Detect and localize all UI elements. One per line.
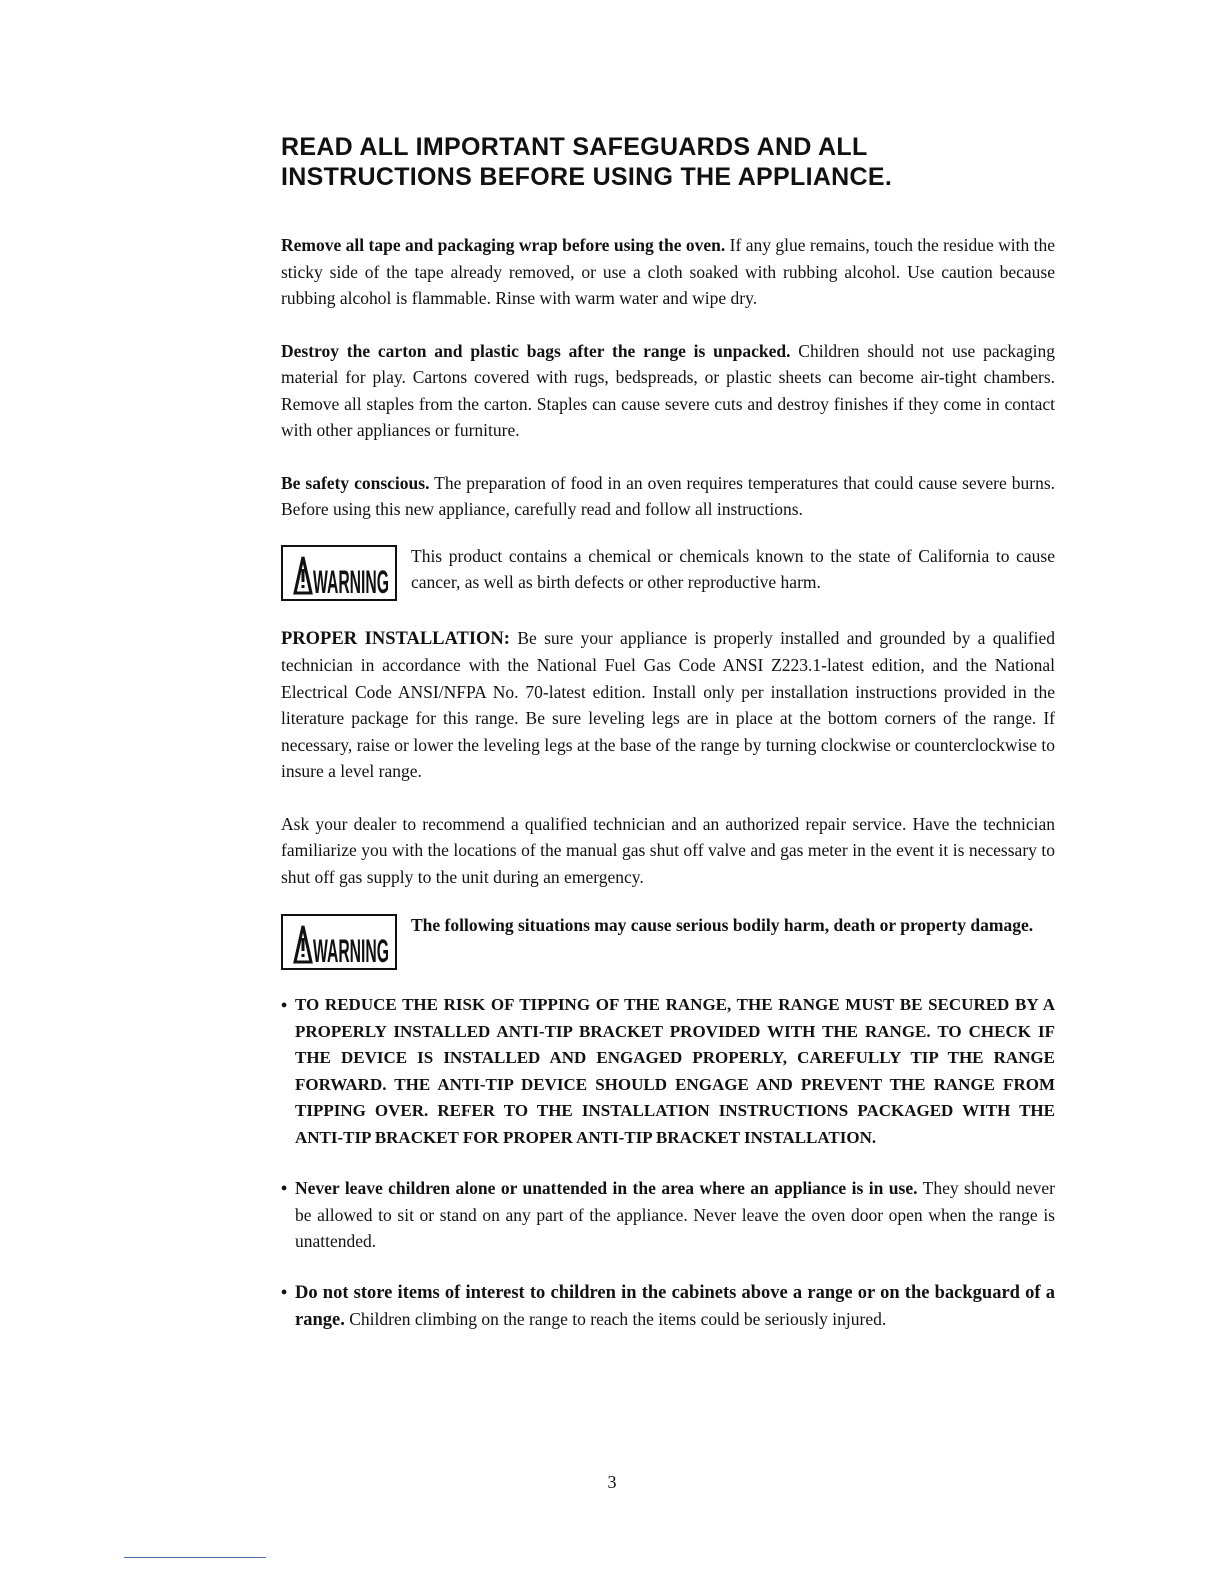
bullet-mark: • <box>281 995 288 1015</box>
warning-label-box-2 <box>281 914 397 970</box>
warning-label-text: WARNING <box>313 933 389 969</box>
bullet-mark: • <box>281 1178 288 1198</box>
situations-warning <box>281 912 1055 970</box>
heading-line-1: READ ALL IMPORTANT SAFEGUARDS AND ALL <box>281 133 868 161</box>
carton-body: Children should not use packaging material for play. Cartons covered with rugs, bedspreads, or plastic sheets can become air-tight chambers. Remove all staples from the carton. Staples can cause severe cuts and destroy finishes if they come in contact with other appliances or furniture. <box>281 340 1055 440</box>
installation-lead: PROPER INSTALLATION: <box>281 628 510 649</box>
chemical-warning-text: This product contains a chemical or chemicals known to the state of California to cause cancer, as well as birth defects or other reproductive harm. <box>411 545 1055 592</box>
situations-warning-text: The following situations may cause serious bodily harm, death or property damage. <box>411 915 1034 935</box>
warning-label-text: WARNING <box>313 563 389 600</box>
cabinets-bullet <box>281 1279 1055 1334</box>
carton-paragraph <box>281 338 1055 444</box>
cabinets-bullet-text <box>295 1279 1055 1334</box>
tape-paragraph <box>281 232 1055 312</box>
warning-label-box <box>281 545 397 601</box>
bullet-mark: • <box>281 1281 288 1302</box>
heading-line-2: INSTRUCTIONS BEFORE USING THE APPLIANCE. <box>281 163 893 191</box>
tipping-bullet-text: TO REDUCE THE RISK OF TIPPING OF THE RANGE, THE RANGE MUST BE SECURED BY A PROPERLY INSTALLED ANTI-TIP BRACKET PROVIDED WITH THE RANGE. TO CHECK IF THE DEVICE IS INSTALLED AND ENGAGED PROPERLY, CAREFULLY TIP THE RANGE FORWARD. THE ANTI-TIP DEVICE SHOULD ENGAGE AND PREVENT THE RANGE FROM TIPPING OVER. REFER TO THE INSTALLATION INSTRUCTIONS PACKAGED WITH THE ANTI-TIP BRACKET FOR PROPER ANTI-TIP BRACKET INSTALLATION. <box>295 995 1055 1147</box>
children-bullet <box>281 1175 1055 1255</box>
tape-body: If any glue remains, touch the residue with the sticky side of the tape already removed, or use a cloth soaked with rubbing alcohol. Use caution because rubbing alcohol is flammable. Rinse with warm water and wipe dry. <box>281 235 1056 308</box>
tape-lead: Remove all tape and packaging wrap before using the oven. <box>281 235 726 255</box>
warning-icon <box>285 549 393 600</box>
chemical-warning <box>281 543 1055 601</box>
tipping-bullet <box>281 992 1055 1151</box>
children-lead: Never leave children alone or unattended in the area where an appliance is in use. <box>295 1178 918 1198</box>
safety-body: The preparation of food in an oven requires temperatures that could cause severe burns. Before using this new appliance, carefully read and follow all instructions. <box>281 472 1056 519</box>
cabinets-lead: Do not store items of interest to children in the cabinets above a range or on the backguard of a range. <box>295 1282 1055 1330</box>
safety-paragraph <box>281 470 1055 523</box>
warning-icon <box>285 918 393 969</box>
children-bullet-text <box>295 1175 1055 1255</box>
dealer-body: Ask your dealer to recommend a qualified technician and an authorized repair service. Have the technician familiarize you with the locations of the manual gas shut off valve and gas meter in the event it is necessary to shut off gas supply to the unit during an emergency. <box>281 813 1055 887</box>
safety-lead: Be safety conscious. <box>281 472 430 493</box>
installation-body: Be sure your appliance is properly installed and grounded by a qualified technician in accordance with the National Fuel Gas Code ANSI Z223.1-latest edition, and the National Electrical Code ANSI/NFPA No. 70-latest edition. Install only per installation instructions provided in the literature package for this range. Be sure leveling legs are in place at the bottom corners of the range. If necessary, raise or lower the leveling legs at the base of the range by turning clockwise or counterclockwise to insure a level range. <box>281 627 1056 781</box>
installation-paragraph <box>281 625 1055 785</box>
footer-rule <box>124 1557 266 1558</box>
manual-page <box>281 132 1055 1358</box>
cabinets-body: Children climbing on the range to reach the items could be seriously injured. <box>349 1309 887 1329</box>
page-heading <box>281 132 1055 192</box>
children-body: They should never be allowed to sit or stand on any part of the appliance. Never leave the oven door open when the range is unattended. <box>295 1178 1056 1251</box>
dealer-paragraph <box>281 811 1055 891</box>
carton-lead: Destroy the carton and plastic bags after the range is unpacked. <box>281 340 791 361</box>
page-number: 3 <box>607 1472 617 1492</box>
